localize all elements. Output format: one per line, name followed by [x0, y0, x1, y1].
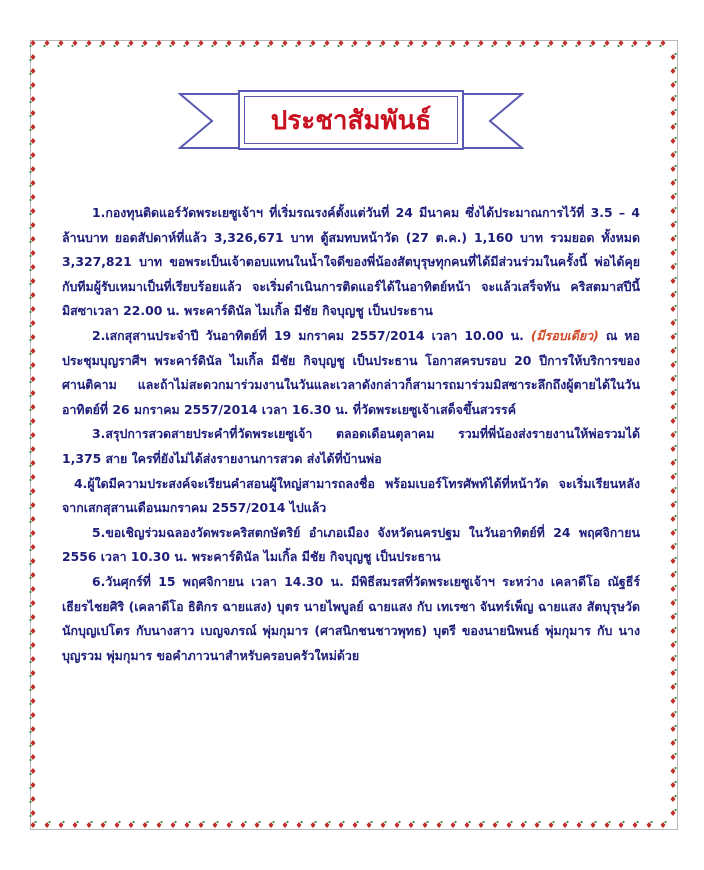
announcement-text: ณ หอประชุมบุญราศีฯ พระคาร์ดินัล ไมเกิ้ล มีชัย กิจบุญชู เป็นประธาน โอกาสครบรอบ 20 ปีการให้บริการของศานติคาม และถ้าไม่สะดวกมาร่วมงานในวันและเวลาดังกล่าวก็สามารถมาร่วมมิสซาระลึกถึงผู้ตายได้ในวันอาทิตย์ที่ 26 มกราคม 2557/2014 เวลา 16.30 น. ที่วัดพระเยซูเจ้าเสด็จขึ้นสวรรค์ — [62, 327, 641, 417]
announcement-item — [62, 324, 640, 422]
announcement-list — [62, 201, 640, 668]
title-inner-frame — [244, 96, 458, 144]
title-box — [238, 90, 464, 150]
announcement-item: 3.สรุปการสวดสายประคำที่วัดพระเยซูเจ้า ตลอดเดือนตุลาคม รวมที่พี่น้องส่งรายงานให้พ่อรวมได้ 1,375 สาย ใครที่ยังไม่ได้ส่งรายงานการสวด ส่งได้ที่บ้านพ่อ — [62, 426, 640, 466]
announcement-text: 2.เสกสุสานประจำปี วันอาทิตย์ที่ 19 มกราคม 2557/2014 เวลา 10.00 น. — [92, 327, 531, 343]
page-title: ประชาสัมพันธ์ — [270, 105, 432, 136]
highlight-note: (มีรอบเดียว) — [530, 327, 599, 343]
announcement-item: 1.กองทุนติดแอร์วัดพระเยซูเจ้าฯ ที่เริ่มรณรงค์ตั้งแต่วันที่ 24 มีนาคม ซึ่งได้ประมาณการไว้ที่ 3.5 – 4 ล้านบาท ยอดสัปดาห์ที่แล้ว 3,326,671 บาท ตู้สมทบหน้าวัด (27 ต.ค.) 1,160 บาท รวมยอด ทั้งหมด 3,327,821 บาท ขอพระเป็นเจ้าตอบแทนในน้ำใจดีของพี่น้องสัตบุรุษทุกคนที่ได้มีส่วนร่วมในครั้งนี้ พ่อได้คุยกับทีมผู้รับเหมาเป็นที่เรียบร้อยแล้ว จะเริ่มดำเนินการติดแอร์ได้ในอาทิตย์หน้า จะแล้วเสร็จทัน คริสตมาสปีนี้ มิสซาเวลา 22.00 น. พระคาร์ดินัล ไมเกิ้ล มีชัย กิจบุญชู เป็นประธาน — [62, 205, 640, 319]
announcement-item: 4.ผู้ใดมีความประสงค์จะเรียนคำสอนผู้ใหญ่สามารถลงชื่อ พร้อมเบอร์โทรศัพท์ได้ที่หน้าวัด จะเริ่มเรียนหลังจากเสกสุสานเดือนมกราคม 2557/2014 ไปแล้ว — [62, 475, 640, 516]
announcement-item: 5.ขอเชิญร่วมฉลองวัดพระคริสตกษัตริย์ อำเภอเมือง จังหวัดนครปฐม ในวันอาทิตย์ที่ 24 พฤศจิกายน 2556 เวลา 10.30 น. พระคาร์ดินัล ไมเกิ้ล มีชัย กิจบุญชู เป็นประธาน — [62, 524, 640, 565]
announcement-item: 6.วันศุกร์ที่ 15 พฤศจิกายน เวลา 14.30 น. มีพิธีสมรสที่วัดพระเยซูเจ้าฯ ระหว่าง เคลาดีโอ ณัฐธีร์ เธียรไชยศิริ (เคลาดีโอ ธิติกร ฉายแสง) บุตร นายไพบูลย์ ฉายแสง กับ เทเรซา จันทร์เพ็ญ ฉายแสง สัตบุรุษวัดนักบุญเปโตร กับนางสาว เบญจภรณ์ พุ่มกุมาร (ศาสนิกชนชาวพุทธ) บุตรี ของนายนิพนธ์ พุ่มกุมาร กับ นางบุญรวม พุ่มกุมาร ขอคำภาวนาสำหรับครอบครัวใหม่ด้วย — [62, 573, 640, 663]
